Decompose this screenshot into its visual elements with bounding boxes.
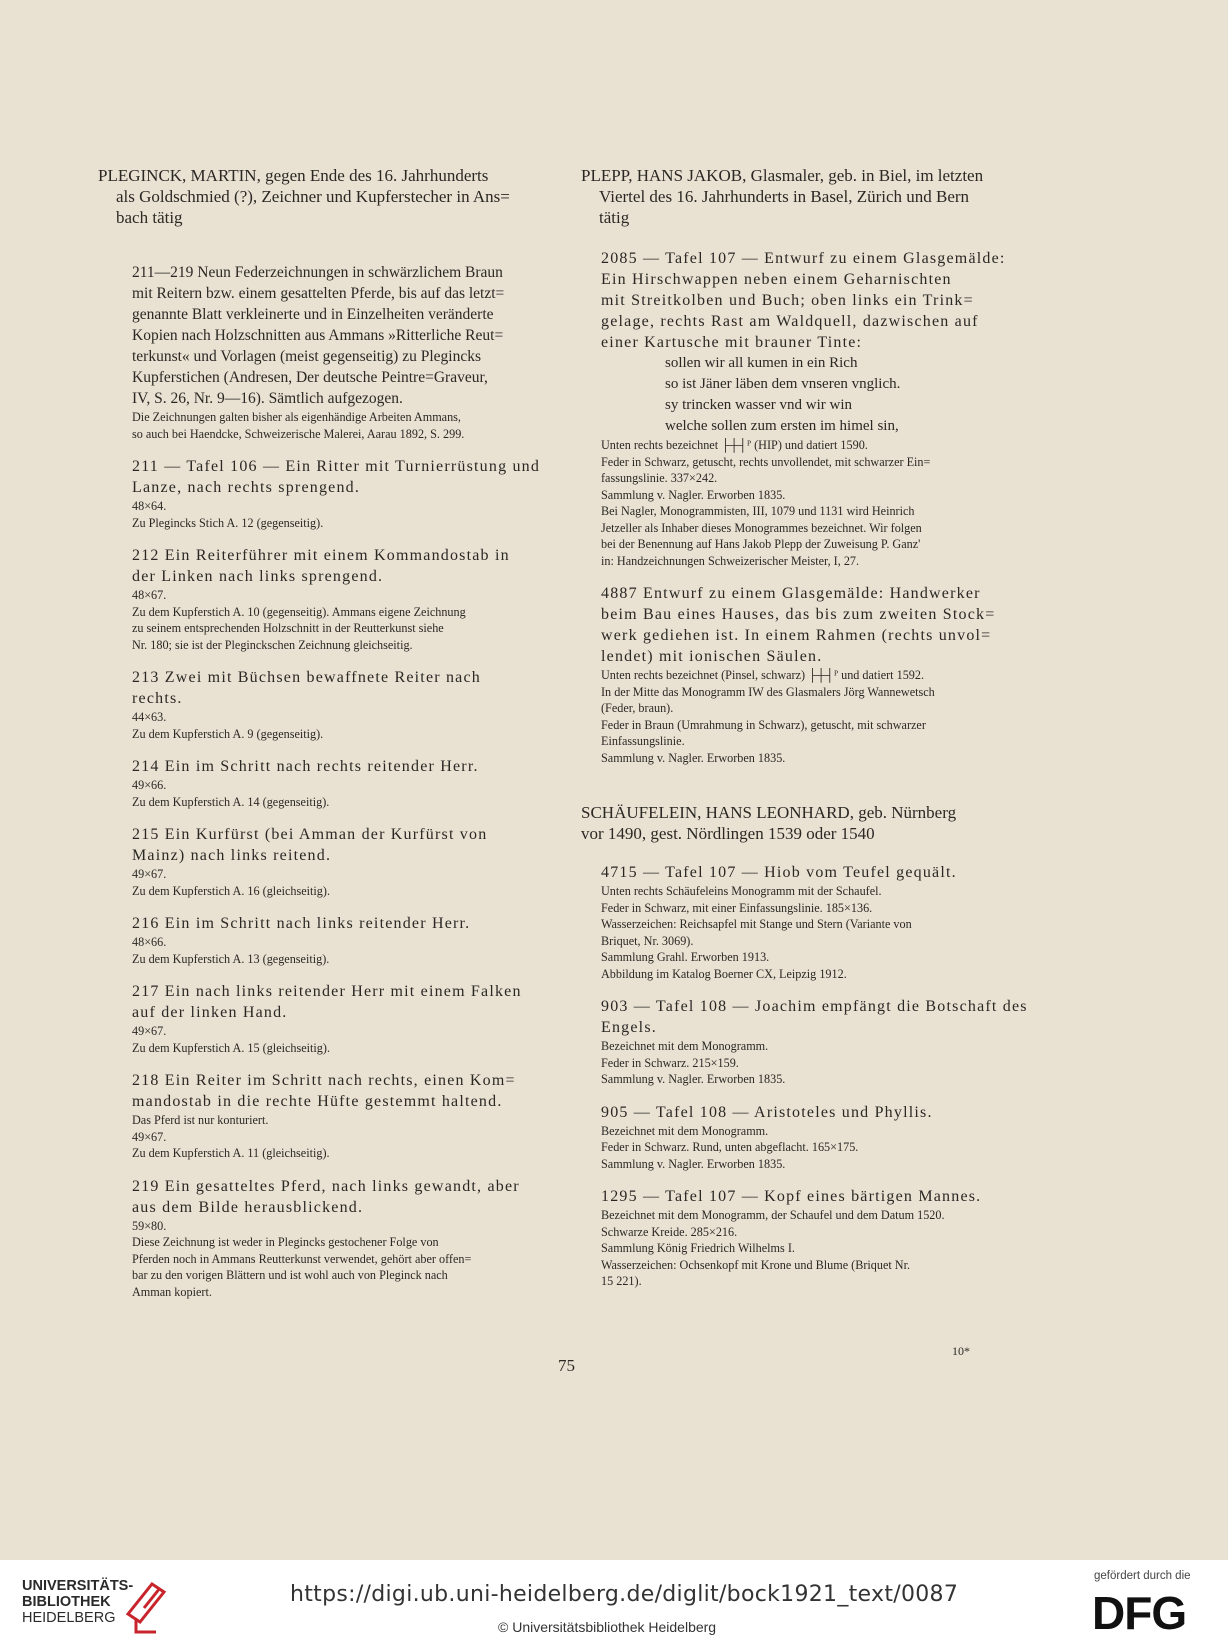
entry-title-line: mandostab in die rechte Hüfte gestemmt haltend.: [132, 1093, 503, 1110]
library-name-line: HEIDELBERG: [22, 1610, 116, 1626]
quote-line: sy trincken wasser vnd wir win: [665, 397, 853, 413]
entry-notes: [601, 1123, 1046, 1173]
dfg-logo[interactable]: DFG: [1092, 1587, 1187, 1639]
entry-title-line: 217 Ein nach links reitender Herr mit einem Falken: [132, 983, 522, 1000]
catalog-entry: [98, 1070, 564, 1162]
entry-title-line: mit Streitkolben und Buch; oben links ein Trink=: [601, 292, 974, 309]
note-line: 49×67.: [132, 1024, 167, 1038]
left-entries: [98, 262, 564, 1300]
note-line: fassungslinie. 337×242.: [601, 471, 718, 485]
quote-line: so ist Jäner läben dem vnseren vnglich.: [665, 376, 901, 392]
inscription-quote: [601, 353, 1046, 437]
entry-title-line: Kopien nach Holzschnitten aus Ammans »Ritterliche Reut=: [132, 327, 504, 344]
entry-title-line: 214 Ein im Schritt nach rechts reitender Herr.: [132, 758, 479, 775]
right-entries-schaeufelein: [581, 862, 1046, 1290]
entry-title-line: 1295 — Tafel 107 — Kopf eines bärtigen Mannes.: [601, 1188, 982, 1205]
entry-notes: [601, 1207, 1046, 1290]
entry-notes: [601, 883, 1046, 982]
note-line: Briquet, Nr. 3069).: [601, 933, 694, 948]
entry-title: [601, 996, 1046, 1038]
entry-notes: [132, 709, 564, 742]
right-column: [581, 165, 1046, 1304]
entry-title-line: Lanze, nach rechts sprengend.: [132, 479, 361, 496]
heading-line: PLEPP, HANS JAKOB, Glasmaler, geb. in Biel, im letzten: [581, 166, 984, 185]
quote-line: sollen wir all kumen in ein Rich: [665, 355, 858, 371]
entry-notes: [601, 1038, 1046, 1088]
note-line: Sammlung König Friedrich Wilhelms I.: [601, 1241, 795, 1255]
footer-bar: [0, 1560, 1228, 1649]
catalog-entry: [581, 1186, 1046, 1290]
library-logo-text[interactable]: [22, 1578, 133, 1626]
note-line: Wasserzeichen: Reichsapfel mit Stange und Stern (Variante von: [601, 917, 912, 931]
catalog-entry: [581, 248, 1046, 569]
note-line: Zu dem Kupferstich A. 15 (gleichseitig).: [132, 1040, 330, 1055]
entry-title-line: 219 Ein gesatteltes Pferd, nach links gewandt, aber: [132, 1177, 520, 1195]
entry-notes: [132, 866, 564, 899]
catalog-entry: [98, 1176, 564, 1301]
catalog-entry: [581, 583, 1046, 766]
note-line: Das Pferd ist nur konturiert.: [132, 1113, 269, 1127]
entry-title-line: Ein Hirschwappen neben einem Geharnischten: [601, 271, 952, 288]
entry-title-line: 218 Ein Reiter im Schritt nach rechts, einen Kom=: [132, 1072, 516, 1089]
note-line: Feder in Schwarz, getuscht, rechts unvollendet, mit schwarzer Ein=: [601, 454, 931, 469]
note-line: Pferden noch in Ammans Reutterkunst verwendet, gehört aber offen=: [132, 1251, 472, 1266]
entry-title-line: 2085 — Tafel 107 — Entwurf zu einem Glasgemälde:: [601, 250, 1006, 267]
entry-title-line: beim Bau eines Hauses, das bis zum zweiten Stock=: [601, 606, 996, 623]
entry-title-line: 212 Ein Reiterführer mit einem Kommandostab in: [132, 547, 510, 564]
catalog-entry: [581, 996, 1046, 1088]
note-line: Sammlung v. Nagler. Erworben 1835.: [601, 1072, 786, 1086]
heading-line: vor 1490, gest. Nördlingen 1539 oder 1540: [581, 824, 875, 843]
entry-title-line: 216 Ein im Schritt nach links reitender Herr.: [132, 915, 471, 932]
entry-title: [132, 667, 564, 709]
entry-title-line: mit Reitern bzw. einem gesattelten Pferde, bis auf das letzt=: [132, 285, 505, 302]
note-line: Zu dem Kupferstich A. 10 (gegenseitig). Ammans eigene Zeichnung: [132, 604, 466, 619]
note-line: Amman kopiert.: [132, 1284, 212, 1299]
entry-title: [132, 756, 564, 777]
entry-notes: [132, 934, 564, 967]
note-line: Bezeichnet mit dem Monogramm, der Schaufel und dem Datum 1520.: [601, 1208, 945, 1222]
entry-title-line: 213 Zwei mit Büchsen bewaffnete Reiter nach: [132, 669, 481, 686]
permalink-url[interactable]: https://digi.ub.uni-heidelberg.de/diglit/bock1921_text/0087: [290, 1582, 959, 1607]
entry-title-line: gelage, rechts Rast am Waldquell, dazwischen auf: [601, 313, 979, 330]
note-line: Wasserzeichen: Ochsenkopf mit Krone und Blume (Briquet Nr.: [601, 1257, 911, 1272]
entry-notes: [132, 498, 564, 531]
catalog-entry: [98, 824, 564, 899]
library-name-line: BIBLIOTHEK: [22, 1594, 111, 1610]
artist-heading-pleginck: [98, 165, 564, 228]
note-line: Zu dem Kupferstich A. 13 (gegenseitig).: [132, 951, 330, 966]
entry-title-line: werk gediehen ist. In einem Rahmen (rechts unvol=: [601, 627, 992, 644]
left-column: [98, 165, 564, 1314]
heading-line: tätig: [599, 208, 630, 227]
entry-title: [601, 248, 1046, 353]
artist-heading-plepp: [581, 165, 1046, 228]
catalog-entry: [581, 1102, 1046, 1173]
note-line: Sammlung v. Nagler. Erworben 1835.: [601, 750, 786, 765]
catalog-entry: [98, 756, 564, 810]
library-name-line: UNIVERSITÄTS-: [22, 1578, 134, 1594]
note-line: Zu dem Kupferstich A. 9 (gegenseitig).: [132, 726, 324, 741]
entry-title: [601, 583, 1046, 667]
artist-heading-schaeufelein: [581, 802, 1046, 844]
note-line: 49×66.: [132, 778, 167, 792]
entry-title-line: 4887 Entwurf zu einem Glasgemälde: Handwerker: [601, 585, 981, 602]
note-line: Feder in Schwarz. Rund, unten abgeflacht. 165×175.: [601, 1140, 859, 1154]
catalog-entry: [98, 545, 564, 653]
note-line: 48×67.: [132, 588, 167, 602]
entry-title-line: Mainz) nach links reitend.: [132, 847, 332, 864]
note-line: bar zu den vorigen Blättern und ist wohl auch von Pleginck nach: [132, 1268, 448, 1282]
entry-title-line: auf der linken Hand.: [132, 1004, 288, 1021]
entry-title-line: 903 — Tafel 108 — Joachim empfängt die Botschaft des: [601, 998, 1028, 1015]
note-line: Feder in Schwarz. 215×159.: [601, 1055, 739, 1070]
entry-title-line: der Linken nach links sprengend.: [132, 568, 384, 585]
entry-notes: [132, 1112, 564, 1162]
note-line: bei der Benennung auf Hans Jakob Plepp der Zuweisung P. Ganz': [601, 537, 921, 551]
note-line: Schwarze Kreide. 285×216.: [601, 1224, 738, 1239]
note-line: (Feder, braun).: [601, 701, 674, 715]
entry-title: [132, 1176, 564, 1218]
entry-title-line: aus dem Bilde herausblickend.: [132, 1198, 364, 1216]
note-line: 15 221).: [601, 1274, 642, 1288]
entry-title-line: 905 — Tafel 108 — Aristoteles und Phyllis.: [601, 1103, 933, 1121]
entry-title-line: terkunst« und Vorlagen (meist gegenseitig) zu Plegincks: [132, 348, 481, 365]
note-line: 49×67.: [132, 867, 167, 881]
entry-notes: [132, 587, 564, 653]
quote-line: welche sollen zum ersten im himel sin,: [665, 418, 899, 434]
entry-title-line: 4715 — Tafel 107 — Hiob vom Teufel gequält.: [601, 864, 957, 881]
note-line: Einfassungslinie.: [601, 734, 685, 748]
note-line: Nr. 180; sie ist der Pleginckschen Zeichnung gleichseitig.: [132, 637, 413, 652]
catalog-entry: [98, 913, 564, 967]
entry-title: [601, 1186, 1046, 1207]
note-line: Zu dem Kupferstich A. 14 (gegenseitig).: [132, 794, 330, 809]
note-line: 49×67.: [132, 1129, 167, 1144]
note-line: Bezeichnet mit dem Monogramm.: [601, 1039, 769, 1053]
heading-line: Viertel des 16. Jahrhunderts in Basel, Zürich und Bern: [599, 187, 970, 206]
entry-title-line: Kupferstichen (Andresen, Der deutsche Peintre=Graveur,: [132, 369, 488, 386]
entry-notes: [132, 1218, 564, 1301]
note-line: 59×80.: [132, 1218, 167, 1233]
entry-title-line: Engels.: [601, 1019, 657, 1036]
note-line: Unten rechts bezeichnet (Pinsel, schwarz) ├┼┤ᴾ und datiert 1592.: [601, 668, 925, 682]
copyright-text: © Universitätsbibliothek Heidelberg: [498, 1619, 717, 1635]
note-line: zu seinem entsprechenden Holzschnitt in der Reutterkunst siehe: [132, 621, 444, 635]
entry-title-line: IV, S. 26, Nr. 9—16). Sämtlich aufgezogen.: [132, 390, 403, 407]
note-line: Zu dem Kupferstich A. 16 (gleichseitig).: [132, 883, 330, 898]
note-line: 48×66.: [132, 935, 167, 949]
entry-notes: [601, 437, 1046, 569]
note-line: Bezeichnet mit dem Monogramm.: [601, 1123, 769, 1138]
entry-notes: [132, 409, 564, 442]
library-logo-icon: [122, 1574, 170, 1634]
entry-title-line: 211 — Tafel 106 — Ein Ritter mit Turnierrüstung und: [132, 458, 541, 475]
catalog-entry: [98, 981, 564, 1056]
note-line: 44×63.: [132, 710, 167, 724]
funding-label: gefördert durch die: [1094, 1570, 1191, 1582]
note-line: Diese Zeichnung ist weder in Plegincks gestochener Folge von: [132, 1235, 439, 1249]
note-line: so auch bei Haendcke, Schweizerische Malerei, Aarau 1892, S. 299.: [132, 426, 465, 441]
right-entries-plepp: [581, 248, 1046, 766]
entry-title: [132, 456, 564, 498]
entry-title-line: 215 Ein Kurfürst (bei Amman der Kurfürst von: [132, 826, 488, 843]
note-line: Zu Plegincks Stich A. 12 (gegenseitig).: [132, 515, 324, 530]
page-number: 75: [558, 1356, 575, 1375]
note-line: Zu dem Kupferstich A. 11 (gleichseitig).: [132, 1146, 330, 1160]
heading-line: als Goldschmied (?), Zeichner und Kupferstecher in Ans=: [116, 187, 510, 206]
note-line: Feder in Braun (Umrahmung in Schwarz), getuscht, mit schwarzer: [601, 717, 926, 732]
catalog-entry: [98, 456, 564, 531]
heading-line: PLEGINCK, MARTIN, gegen Ende des 16. Jahrhunderts: [98, 166, 489, 185]
entry-title: [132, 545, 564, 587]
catalog-entry: [98, 262, 564, 442]
note-line: In der Mitte das Monogramm IW des Glasmalers Jörg Wannewetsch: [601, 684, 935, 699]
heading-line: bach tätig: [116, 208, 183, 227]
note-line: Sammlung Grahl. Erworben 1913.: [601, 950, 770, 964]
entry-title: [132, 824, 564, 866]
entry-title: [601, 862, 1046, 883]
entry-title: [132, 262, 564, 409]
note-line: Jetzeller als Inhaber dieses Monogrammes bezeichnet. Wir folgen: [601, 520, 922, 535]
entry-title-line: 211—219 Neun Federzeichnungen in schwärzlichem Braun: [132, 264, 503, 281]
note-line: Sammlung v. Nagler. Erworben 1835.: [601, 487, 786, 502]
entry-notes: [132, 777, 564, 810]
note-line: Bei Nagler, Monogrammisten, III, 1079 und 1131 wird Heinrich: [601, 504, 915, 518]
note-line: 48×64.: [132, 499, 167, 513]
catalog-entry: [98, 667, 564, 742]
heading-line: SCHÄUFELEIN, HANS LEONHARD, geb. Nürnberg: [581, 803, 957, 822]
note-line: Feder in Schwarz, mit einer Einfassungslinie. 185×136.: [601, 900, 873, 915]
entry-notes: [132, 1023, 564, 1056]
entry-title-line: genannte Blatt verkleinerte und in Einzelheiten veränderte: [132, 306, 494, 323]
entry-title: [132, 913, 564, 934]
entry-title-line: einer Kartusche mit brauner Tinte:: [601, 334, 863, 351]
note-line: Sammlung v. Nagler. Erworben 1835.: [601, 1156, 786, 1171]
note-line: Die Zeichnungen galten bisher als eigenhändige Arbeiten Ammans,: [132, 410, 461, 424]
note-line: in: Handzeichnungen Schweizerischer Meister, I, 27.: [601, 553, 860, 568]
note-line: Abbildung im Katalog Boerner CX, Leipzig 1912.: [601, 966, 847, 981]
catalog-entry: [581, 862, 1046, 982]
signature-mark: 10*: [952, 1344, 970, 1358]
entry-title: [132, 1070, 564, 1112]
entry-title: [601, 1102, 1046, 1123]
entry-notes: [601, 667, 1046, 766]
entry-title-line: lendet) mit ionischen Säulen.: [601, 648, 823, 665]
entry-title: [132, 981, 564, 1023]
note-line: Unten rechts bezeichnet ├┼┤ᴾ (HIP) und datiert 1590.: [601, 438, 868, 452]
note-line: Unten rechts Schäufeleins Monogramm mit der Schaufel.: [601, 884, 882, 898]
entry-title-line: rechts.: [132, 690, 183, 707]
